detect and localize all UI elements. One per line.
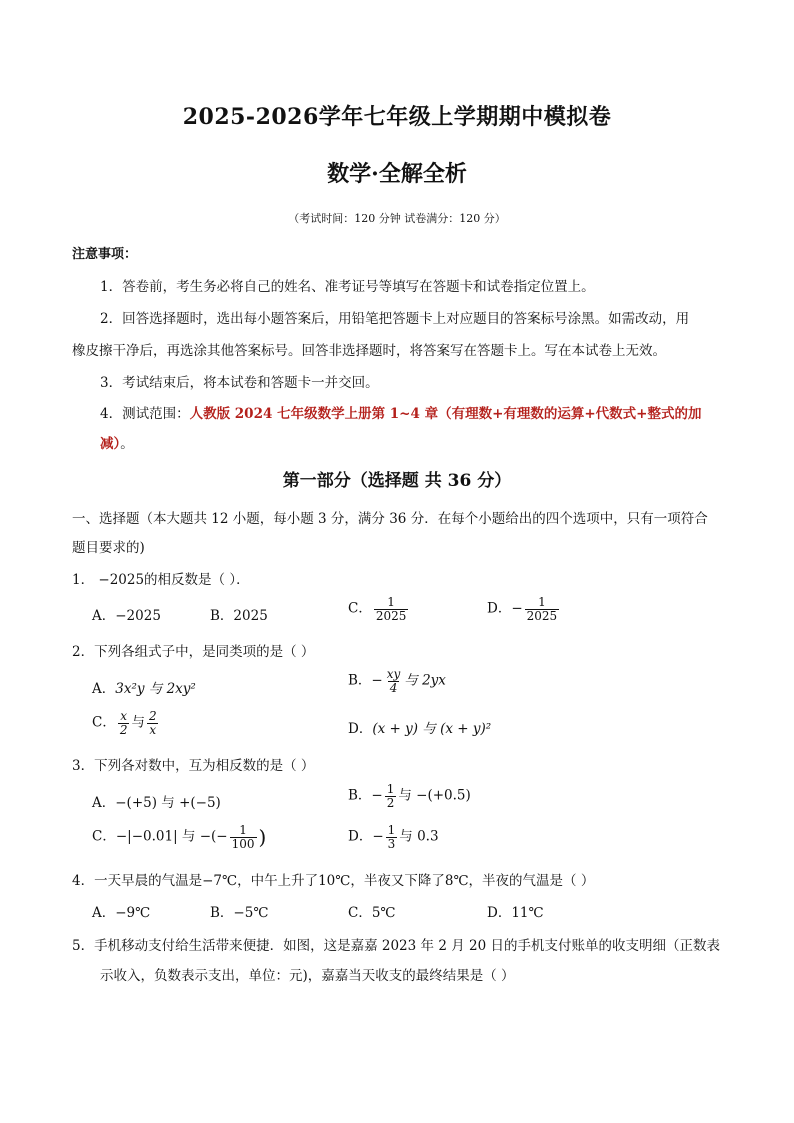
q1-c-fraction: [374, 596, 409, 622]
notice-item-3: 3．考试结束后，将本试卷和答题卡一并交回。: [100, 375, 379, 391]
q2-option-d: [348, 717, 491, 737]
q1-option-c: [348, 596, 410, 622]
q3-option-a: [92, 791, 221, 811]
q3-b-fraction: [385, 783, 397, 809]
q2-c-mid: 与: [131, 714, 145, 731]
q4-option-b: B．−5℃: [210, 905, 269, 921]
q2-b-fraction: [385, 668, 403, 694]
q1-d-fraction: [525, 596, 560, 622]
q3-b-tail: 与 −(+0.5): [398, 787, 471, 804]
q1-option-b: B．2025: [210, 608, 268, 624]
notice-item-2-line-1: 2．回答选择题时，选出每小题答案后，用铅笔把答题卡上对应题目的答案标号涂黑。如需改动，用: [100, 311, 690, 327]
notice-item-4-prefix: 4．测试范围：: [100, 406, 190, 422]
q4-stem: 4．一天早晨的气温是−7℃，中午上升了10℃，半夜又下降了8℃，半夜的气温是（ ）: [72, 873, 595, 889]
q2-c-num-2: 2: [148, 709, 157, 723]
q2-c-num-1: x: [120, 709, 128, 723]
section-instructions-line-1: 一、选择题（本大题共 12 小题，每小题 3 分，满分 36 分．在每个小题给出的四个选项中，只有一项符合: [72, 511, 708, 527]
notice-heading: 注意事项：: [72, 247, 138, 262]
q3-b-den: 2: [386, 795, 395, 810]
q3-c-num: 1: [239, 823, 247, 837]
page-subtitle: 数学·全解全析: [327, 161, 467, 187]
q2-a-expr: 3x²y 与 2xy²: [115, 681, 196, 697]
q2-b-den: 4: [389, 680, 398, 695]
q3-d-num: 1: [387, 823, 396, 837]
notice-item-4-line-2: [100, 432, 134, 452]
q3-option-d: [348, 824, 439, 850]
q2-a-label: A．: [92, 681, 116, 697]
q2-d-expr: (x + y) 与 (x + y)²: [372, 721, 492, 737]
q2-option-b: [348, 668, 446, 694]
q1-stem: 1． −2025的相反数是（ ）．: [72, 572, 250, 588]
q3-b-label: B．−: [348, 787, 383, 804]
notice-item-2-line-2: 橡皮擦干净后，再选涂其他答案标号。回答非选择题时，将答案写在答题卡上。写在本试卷上无效。: [72, 343, 666, 359]
q3-d-tail: 与 0.3: [399, 828, 439, 845]
exam-info: （考试时间：120 分钟 试卷满分：120 分）: [288, 212, 506, 225]
page-title: 2025-2026学年七年级上学期期中模拟卷: [182, 104, 612, 130]
q3-c-end: ): [258, 825, 267, 850]
q2-option-c: [92, 710, 161, 736]
q1-option-d: [487, 596, 561, 622]
q3-c-label: C．: [92, 828, 116, 845]
q3-c-fraction: [230, 824, 257, 850]
q3-b-num: 1: [386, 782, 395, 796]
q3-d-label: D．−: [348, 828, 384, 845]
q1-d-num: 1: [538, 595, 546, 609]
q3-option-c: [92, 824, 266, 850]
q2-stem: 2．下列各组式子中，是同类项的是（ ）: [72, 644, 315, 660]
q3-a-expr: −(+5) 与 +(−5): [115, 795, 221, 811]
q5-stem-line-1: 5．手机移动支付给生活带来便捷．如图，这是嘉嘉 2023 年 2 月 20 日的手机支付账单的收支明细（正数表: [72, 938, 720, 954]
section-instructions-line-2: 题目要求的): [72, 540, 145, 556]
q3-d-den: 3: [387, 836, 396, 851]
q3-c-den: 100: [231, 836, 255, 851]
q4-option-c: C．5℃: [348, 905, 396, 921]
q3-a-label: A．: [92, 795, 116, 811]
q3-stem: 3．下列各对数中，互为相反数的是（ ）: [72, 758, 315, 774]
part1-title: 第一部分（选择题 共 36 分）: [282, 471, 512, 491]
q2-c-fraction-2: [147, 710, 159, 736]
notice-item-1: 1．答卷前，考生务必将自己的姓名、准考证号等填写在答题卡和试卷指定位置上。: [100, 279, 595, 295]
q2-c-label: C．: [92, 714, 116, 731]
q2-c-fraction-1: [118, 710, 130, 736]
q2-c-den-1: 2: [119, 722, 128, 737]
q1-d-den: 2025: [526, 608, 558, 623]
q2-b-num: xy: [386, 667, 401, 681]
q1-c-num: 1: [387, 595, 395, 609]
q3-option-b: [348, 783, 471, 809]
q1-option-a: A．−2025: [92, 608, 161, 624]
q1-c-den: 2025: [375, 608, 407, 623]
test-scope: 人教版 2024 七年级数学上册第 1~4 章（有理数+有理数的运算+代数式+整式的加: [189, 406, 702, 422]
notice-item-4-end: 。: [120, 436, 134, 452]
q2-option-a: [92, 677, 196, 697]
q4-option-a: A．−9℃: [92, 905, 151, 921]
q4-option-d: D．11℃: [487, 905, 544, 921]
q2-b-tail: 与 2yx: [404, 672, 446, 689]
q2-b-label: B．−: [348, 672, 383, 689]
notice-item-4-line-1: [100, 402, 702, 422]
q5-stem-line-2: 示收入，负数表示支出，单位：元)，嘉嘉当天收支的最终结果是（ ）: [100, 968, 515, 984]
q3-d-fraction: [386, 824, 398, 850]
test-scope-end: 减）: [100, 436, 121, 452]
q2-c-den-2: x: [149, 722, 157, 737]
q1-c-label: C．: [348, 600, 372, 617]
q3-c-expr: −|−0.01| 与 −(−: [115, 828, 228, 845]
q1-d-label: D．−: [487, 600, 523, 617]
q2-d-label: D．: [348, 721, 373, 737]
